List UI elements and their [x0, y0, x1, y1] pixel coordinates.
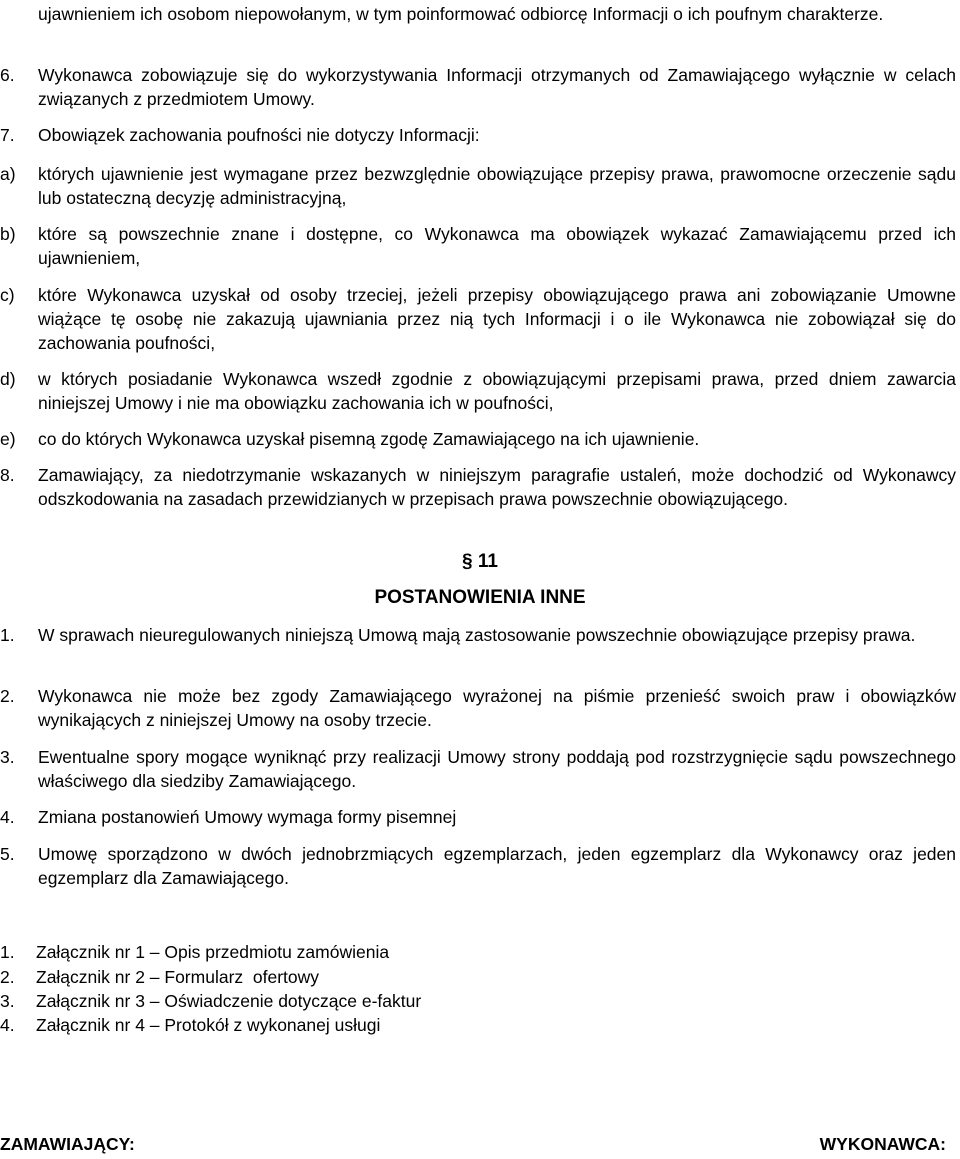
paragraph-number: 8. [0, 465, 15, 485]
provision-number: 3. [0, 747, 15, 767]
paragraph-8 [0, 463, 956, 511]
item-letter: b) [0, 224, 16, 244]
continuation-paragraph: ujawnieniem ich osobom niepowołanym, w tym poinformować odbiorcę Informacji o ich poufnym charakterze. [38, 4, 884, 24]
list-item [0, 283, 956, 355]
paragraph-text: Wykonawca zobowiązuje się do wykorzystywania Informacji otrzymanych od Zamawiającego wyłącznie w celach związanych z przedmiotem Umowy. [38, 65, 956, 109]
section-title: POSTANOWIENIA INNE [374, 587, 586, 608]
attachment-number: 3. [0, 991, 15, 1011]
section-number: 11 [477, 551, 498, 572]
provision-item [0, 623, 956, 647]
paragraph-number: 7. [0, 125, 15, 145]
provision-item [0, 745, 956, 793]
item-text: co do których Wykonawca uzyskał pisemną zgodę Zamawiającego na ich ujawnienie. [38, 429, 700, 449]
provision-number: 1. [0, 625, 15, 645]
attachment-number: 4. [0, 1015, 15, 1035]
attachment-text: Załącznik nr 3 – Oświadczenie dotyczące e-faktur [36, 991, 422, 1011]
paragraph-number: 6. [0, 65, 15, 85]
attachment-text: Załącznik nr 2 – Formularz ofertowy [36, 967, 320, 987]
provision-text: Ewentualne spory mogące wyniknąć przy realizacji Umowy strony poddają pod rozstrzygnięcie sądu powszechnego właściwego dla siedziby Zamawiającego. [38, 747, 956, 791]
provision-text: Zmiana postanowień Umowy wymaga formy pisemnej [38, 807, 457, 827]
item-text: których ujawnienie jest wymagane przez bezwzględnie obowiązujące przepisy prawa, prawomocne orzeczenie sądu lub ostateczną decyzję administracyjną, [38, 164, 956, 208]
paragraph-text: Obowiązek zachowania poufności nie dotyczy Informacji: [38, 125, 480, 145]
provision-item [0, 805, 956, 829]
provision-item [0, 842, 956, 890]
provision-number: 5. [0, 844, 15, 864]
section-sign-icon: § [462, 551, 478, 572]
signature-label-contractor: WYKONAWCA: [819, 1134, 946, 1154]
list-item [0, 367, 956, 415]
item-letter: e) [0, 429, 16, 449]
provision-item [0, 684, 956, 732]
paragraph-text: Zamawiający, za niedotrzymanie wskazanych w niniejszym paragrafie ustaleń, może dochodzić od Wykonawcy odszkodowania na zasadach przewidzianych w przepisach prawa powszechnie obowiązującego. [38, 465, 956, 509]
provision-text: Umowę sporządzono w dwóch jednobrzmiących egzemplarzach, jeden egzemplarz dla Wykonawcy oraz jeden egzemplarz dla Zamawiającego. [38, 844, 956, 888]
provision-number: 2. [0, 686, 15, 706]
item-letter: a) [0, 164, 16, 184]
item-text: które Wykonawca uzyskał od osoby trzeciej, jeżeli przepisy obowiązującego prawa ani zobowiązanie Umowne wiążące tę osobę nie zakazują ujawniania przez nią tych Informacji i o ile Wykonawca nie zobowiązał się do zachowania poufności, [38, 285, 956, 353]
list-item [0, 162, 956, 210]
item-text: w których posiadanie Wykonawca wszedł zgodnie z obowiązującymi przepisami prawa, przed dniem zawarcia niniejszej Umowy i nie ma obowiązku zachowania ich w poufności, [38, 369, 956, 413]
attachment-text: Załącznik nr 1 – Opis przedmiotu zamówienia [36, 942, 390, 962]
paragraph-6 [0, 63, 956, 111]
attachment-number: 1. [0, 942, 15, 962]
section-marker [0, 550, 960, 574]
paragraph-7 [0, 123, 956, 147]
item-letter: d) [0, 369, 16, 389]
attachment-number: 2. [0, 967, 15, 987]
item-letter: c) [0, 285, 15, 305]
provision-text: Wykonawca nie może bez zgody Zamawiającego wyrażonej na piśmie przenieść swoich praw i obowiązków wynikających z niniejszej Umowy na osoby trzecie. [38, 686, 956, 730]
list-item [0, 222, 956, 270]
attachment-text: Załącznik nr 4 – Protokół z wykonanej usługi [36, 1015, 381, 1035]
provision-text: W sprawach nieuregulowanych niniejszą Umową mają zastosowanie powszechnie obowiązujące przepisy prawa. [38, 625, 916, 645]
list-item [0, 427, 956, 451]
item-text: które są powszechnie znane i dostępne, co Wykonawca ma obowiązek wykazać Zamawiającemu przed ich ujawnieniem, [38, 224, 956, 268]
provision-number: 4. [0, 807, 15, 827]
signature-label-client: ZAMAWIAJĄCY: [0, 1134, 135, 1154]
